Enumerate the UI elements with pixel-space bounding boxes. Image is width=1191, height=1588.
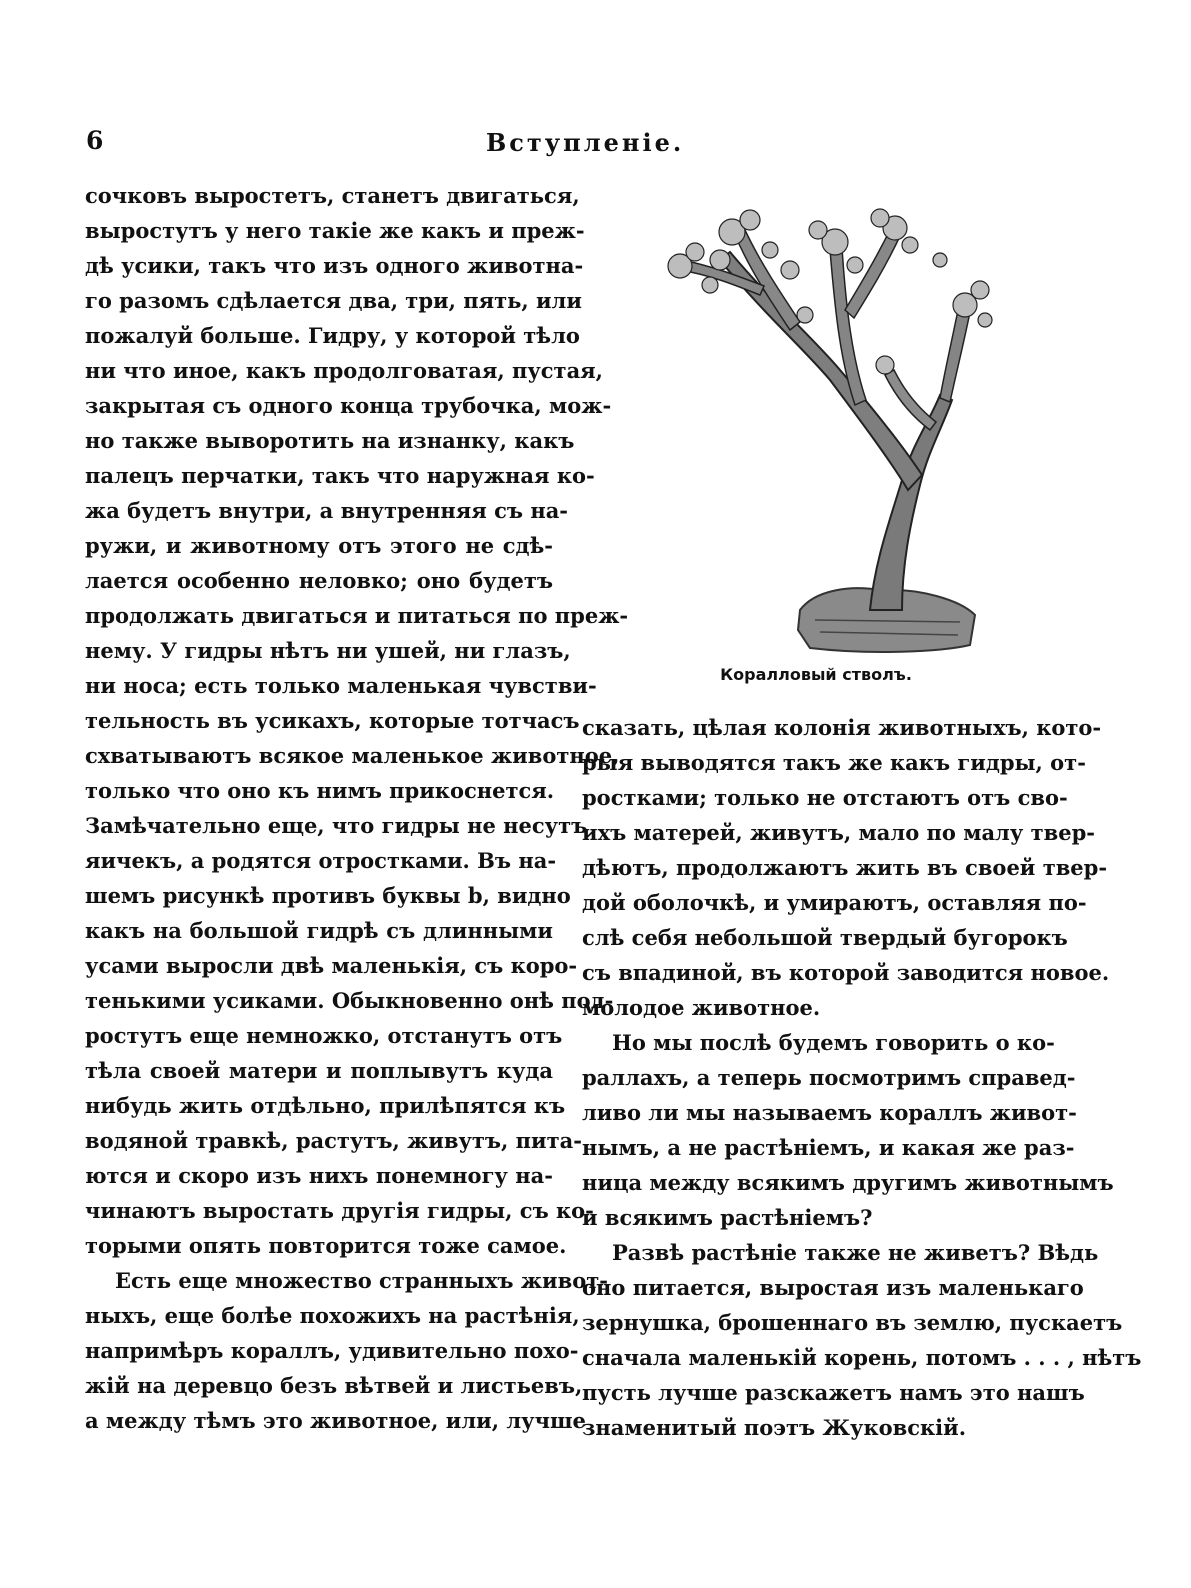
- coral-polyp-tufts: [668, 209, 992, 374]
- text-line: зернушка, брошеннаго въ землю, пускаетъ: [582, 1310, 1123, 1335]
- text-line: только что оно къ нимъ прикоснется.: [85, 778, 555, 803]
- text-line: жа будетъ внутри, а внутренняя съ на-: [85, 498, 569, 523]
- coral-tree-drawing: [640, 190, 1000, 660]
- text-line: пусть лучше разскажетъ намъ это нашъ: [582, 1380, 1085, 1405]
- text-line: ихъ матерей, живутъ, мало по малу твер-: [582, 820, 1095, 845]
- text-line: пожалуй больше. Гидру, у которой тѣло: [85, 323, 580, 348]
- text-line: ружи, и животному отъ этого не сдѣ-: [85, 533, 553, 558]
- running-title: Вступленіе.: [486, 128, 685, 157]
- text-line: ница между всякимъ другимъ животнымъ: [582, 1170, 1114, 1195]
- text-line: съ впадиной, въ которой заводится новое.: [582, 960, 1110, 985]
- text-line: го разомъ сдѣлается два, три, пять, или: [85, 288, 582, 313]
- text-line: ростками; только не отстаютъ отъ сво-: [582, 785, 1068, 810]
- text-line: продолжать двигаться и питаться по преж-: [85, 603, 629, 628]
- coral-illustration: [640, 190, 1000, 660]
- text-line: тѣла своей матери и поплывутъ куда: [85, 1058, 553, 1083]
- page-number: 6: [86, 126, 104, 155]
- left-text-column: [85, 178, 629, 1438]
- text-line: выростутъ у него такіе же какъ и преж-: [85, 218, 585, 243]
- text-line: оно питается, выростая изъ маленькаго: [582, 1275, 1084, 1300]
- text-line: ливо ли мы называемъ кораллъ живот-: [582, 1100, 1077, 1125]
- text-line: шемъ рисункѣ противъ буквы b, видно: [85, 883, 571, 908]
- text-line: раллахъ, а теперь посмотримъ справед-: [582, 1065, 1076, 1090]
- text-line: но также выворотить на изнанку, какъ: [85, 428, 575, 453]
- text-line: Замѣчательно еще, что гидры не несутъ: [85, 813, 588, 838]
- text-line: нибудь жить отдѣльно, прилѣпятся къ: [85, 1093, 566, 1118]
- text-line: Есть еще множество странныхъ живот-: [115, 1268, 608, 1293]
- text-line: лается особенно неловко; оно будетъ: [85, 568, 553, 593]
- text-line: торыми опять повторится тоже самое.: [85, 1233, 567, 1258]
- coral-branch-right: [940, 310, 970, 402]
- text-line: и всякимъ растѣніемъ?: [582, 1205, 873, 1230]
- text-line: ростутъ еще немножко, отстанутъ отъ: [85, 1023, 563, 1048]
- text-line: нему. У гидры нѣтъ ни ушей, ни глазъ,: [85, 638, 571, 663]
- text-line: закрытая съ одного конца трубочка, мож-: [85, 393, 612, 418]
- text-line: ни что иное, какъ продолговатая, пустая,: [85, 358, 603, 383]
- text-line: тенькими усиками. Обыкновенно онѣ под-: [85, 988, 614, 1013]
- text-line: знаменитый поэтъ Жуковскій.: [582, 1415, 967, 1440]
- text-line: ни носа; есть только маленькая чувстви-: [85, 673, 597, 698]
- text-line: напримѣръ кораллъ, удивительно похо-: [85, 1338, 579, 1363]
- text-line: ются и скоро изъ нихъ понемногу на-: [85, 1163, 553, 1188]
- text-line: Развѣ растѣніе также не живетъ? Вѣдь: [612, 1240, 1099, 1265]
- coral-branch-center-2: [845, 230, 900, 318]
- text-line: жій на деревцо безъ вѣтвей и листьевъ,: [85, 1373, 583, 1398]
- text-line: ныхъ, еще болѣе похожихъ на растѣнія,: [85, 1303, 580, 1328]
- text-line: сначала маленькій корень, потомъ . . . , нѣтъ: [582, 1345, 1142, 1370]
- text-line: яичекъ, а родятся отростками. Въ на-: [85, 848, 557, 873]
- text-line: дѣ усики, такъ что изъ одного животна-: [85, 253, 584, 278]
- text-line: какъ на большой гидрѣ съ длинными: [85, 918, 553, 943]
- text-line: дѣютъ, продолжаютъ жить въ своей твер-: [582, 855, 1108, 880]
- text-line: тельность въ усикахъ, которые тотчасъ: [85, 708, 580, 733]
- text-line: слѣ себя небольшой твердый бугорокъ: [582, 925, 1068, 950]
- text-line: молодое животное.: [582, 995, 821, 1020]
- coral-branch-right-small: [885, 370, 936, 430]
- text-line: палецъ перчатки, такъ что наружная ко-: [85, 463, 595, 488]
- text-line: усами выросли двѣ маленькія, съ корo-: [85, 953, 578, 978]
- text-line: нымъ, а не растѣніемъ, и какая же раз-: [582, 1135, 1075, 1160]
- text-line: схватываютъ всякое маленькое животное,: [85, 743, 620, 768]
- text-line: дой оболочкѣ, и умираютъ, оставляя по-: [582, 890, 1087, 915]
- text-line: а между тѣмъ это животное, или, лучше: [85, 1408, 586, 1433]
- figure-caption: Коралловый стволъ.: [720, 665, 912, 684]
- text-line: чинаютъ выростать другія гидры, съ ко-: [85, 1198, 594, 1223]
- text-line: сочковъ выростетъ, станетъ двигаться,: [85, 183, 580, 208]
- text-line: рыя выводятся такъ же какъ гидры, от-: [582, 750, 1086, 775]
- text-line: водяной травкѣ, растутъ, живутъ, пита-: [85, 1128, 582, 1153]
- text-line: Но мы послѣ будемъ говорить о ко-: [612, 1030, 1055, 1055]
- text-line: сказать, цѣлая колонія животныхъ, кото-: [582, 715, 1102, 740]
- right-text-column: [582, 710, 1142, 1445]
